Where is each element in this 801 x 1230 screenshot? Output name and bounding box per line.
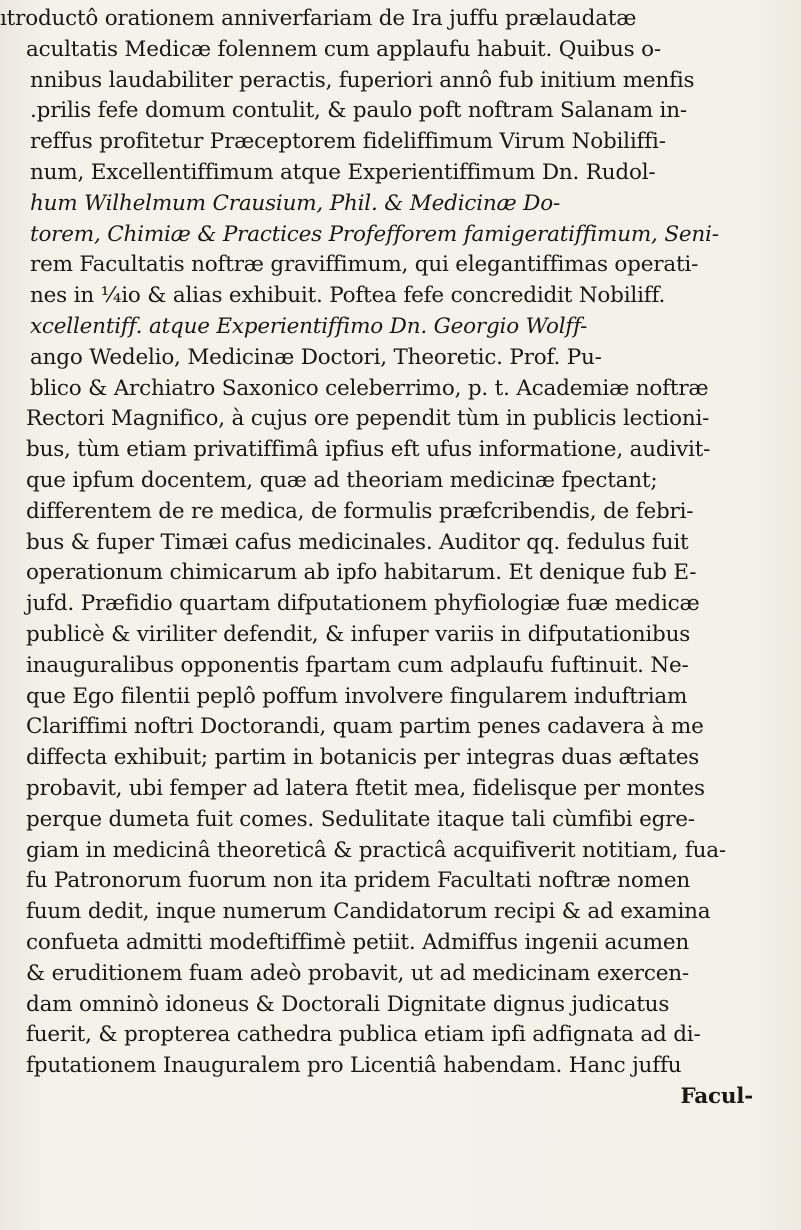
text-line-33: dam omninò idoneus & Doctorali Dignitate dignus judicatus [26,991,670,1017]
text-line-6: num, Excellentiffimum atque Experientiffimum Dn. Rudol- [30,159,656,185]
text-line-9: rem Facultatis noftræ graviffimum, qui elegantiffimas operati- [30,252,699,278]
text-line-14: Rectori Magnifico, à cujus ore pependit tùm in publicis lectioni- [26,406,710,432]
text-line-20: jufd. Præfidio quartam difputationem phyfiologiæ fuæ medicæ [26,591,700,617]
text-line-18: bus & fuper Timæi cafus medicinales. Auditor qq. fedulus fuit [26,529,689,555]
text-line-2: acultatis Medicæ folennem cum applaufu habuit. Quibus o- [26,36,661,62]
text-line-16: que ipfum docentem, quæ ad theoriam medicinæ fpectant; [26,467,658,493]
text-line-35: fputationem Inauguralem pro Licentiâ habendam. Hanc juffu [26,1053,682,1079]
text-line-7: hum Wilhelmum Crausium, Phil. & Medicinæ Do- [30,190,561,216]
text-line-21: publicè & viriliter defendit, & infuper variis in difputationibus [26,621,691,647]
text-line-30: fuum dedit, inque numerum Candidatorum recipi & ad examina [26,899,711,925]
text-line-28: giam in medicinâ theoreticâ & practicâ acquifiverit notitiam, fua- [26,837,726,863]
text-line-27: perque dumeta fuit comes. Sedulitate itaque tali cùmfibi egre- [26,806,695,832]
text-line-17: differentem de re medica, de formulis præfcribendis, de febri- [26,498,694,524]
text-line-4: .prilis fefe domum contulit, & paulo poft noftram Salanam in- [30,98,687,124]
text-line-22: inauguralibus opponentis fpartam cum adplaufu fuftinuit. Ne- [26,652,689,678]
text-line-8: torem, Chimiæ & Practices Profefforem famigeratiffimum, Seni- [30,221,719,247]
text-line-13: blico & Archiatro Saxonico celeberrimo, p. t. Academiæ noftræ [30,375,709,401]
catchword: Facul- [680,1083,753,1109]
text-line-25: diffecta exhibuit; partim in botanicis per integras duas æftates [26,745,700,771]
text-line-5: reffus profitetur Præceptorem fideliffimum Virum Nobiliffi- [30,129,666,155]
text-line-24: Clariffimi noftri Doctorandi, quam partim penes cadavera à me [26,714,704,740]
text-line-12: ango Wedelio, Medicinæ Doctori, Theoretic. Prof. Pu- [30,344,602,370]
text-line-3: nnibus laudabiliter peractis, fuperiori annô fub initium menfis [30,67,695,93]
text-line-19: operationum chimicarum ab ipfo habitarum. Et denique fub E- [26,560,697,586]
text-line-31: confueta admitti modeftiffimè petiit. Admiffus ingenii acumen [26,929,689,955]
text-line-1: ıtroductô orationem anniverfariam de Ira juffu prælaudatæ [0,6,637,31]
text-line-11: xcellentiff. atque Experientiffimo Dn. Georgio Wolff- [30,313,588,339]
text-line-10: nes in ¼io & alias exhibuit. Poftea fefe concredidit Nobiliff. [30,283,666,309]
text-line-34: fuerit, & propterea cathedra publica etiam ipfi adfignata ad di- [26,1022,701,1048]
latin-text-body [0,4,801,1113]
text-line-15: bus, tùm etiam privatiffimâ ipfius eft ufus informatione, audivit- [26,437,711,463]
text-line-29: fu Patronorum fuorum non ita pridem Facultati noftræ nomen [26,868,691,894]
text-line-26: probavit, ubi femper ad latera ftetit mea, fidelisque per montes [26,775,705,801]
text-line-23: que Ego filentii peplô poffum involvere fingularem induftriam [26,683,688,709]
text-line-32: & eruditionem fuam adeò probavit, ut ad medicinam exercen- [26,960,689,986]
